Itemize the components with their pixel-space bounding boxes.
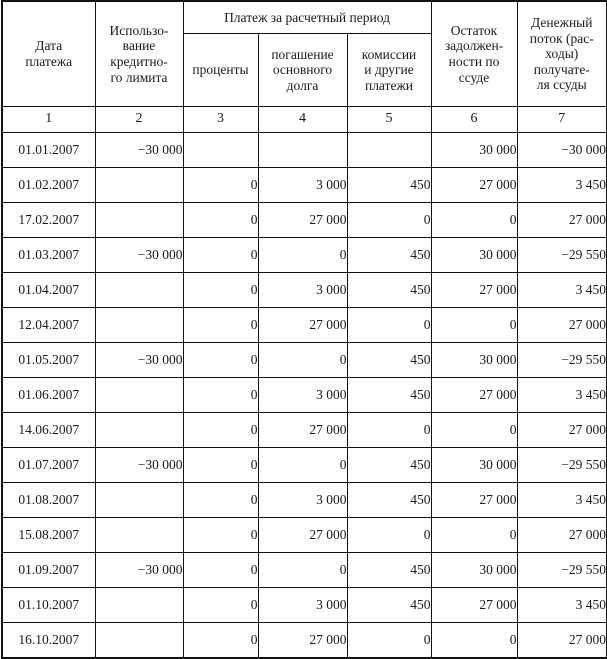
column-number: 3	[183, 107, 258, 133]
column-header-commissions: комиссии и другие платежи	[347, 34, 431, 107]
cell-cash-flow: −29 550	[517, 343, 607, 378]
cell-credit-limit-use	[95, 483, 183, 518]
cell-debt-balance: 0	[431, 413, 517, 448]
column-number: 7	[517, 107, 607, 133]
cell-payment-date: 01.03.2007	[2, 238, 95, 273]
cell-interest: 0	[183, 378, 258, 413]
column-numbering-row	[2, 107, 607, 133]
cell-principal: 3 000	[258, 378, 347, 413]
cell-cash-flow: 3 450	[517, 273, 607, 308]
cell-commissions: 0	[347, 623, 431, 659]
cell-credit-limit-use	[95, 273, 183, 308]
table-row	[2, 378, 607, 413]
table-row	[2, 483, 607, 518]
table-row	[2, 518, 607, 553]
cell-debt-balance: 30 000	[431, 448, 517, 483]
cell-cash-flow: 3 450	[517, 483, 607, 518]
cell-debt-balance: 0	[431, 623, 517, 659]
cell-credit-limit-use	[95, 623, 183, 659]
cell-commissions: 0	[347, 308, 431, 343]
cell-credit-limit-use	[95, 588, 183, 623]
cell-payment-date: 15.08.2007	[2, 518, 95, 553]
cell-cash-flow: −29 550	[517, 448, 607, 483]
cell-principal: 0	[258, 448, 347, 483]
cell-payment-date: 14.06.2007	[2, 413, 95, 448]
cell-cash-flow: −30 000	[517, 133, 607, 168]
table-row	[2, 238, 607, 273]
cell-cash-flow: −29 550	[517, 238, 607, 273]
table-row	[2, 168, 607, 203]
cell-commissions: 0	[347, 413, 431, 448]
cell-principal: 3 000	[258, 273, 347, 308]
header-row-primary	[2, 1, 607, 34]
table-header	[2, 1, 607, 133]
table-body	[2, 133, 607, 659]
column-number: 1	[2, 107, 95, 133]
cell-principal: 3 000	[258, 588, 347, 623]
table-row	[2, 308, 607, 343]
cell-debt-balance: 30 000	[431, 238, 517, 273]
cell-commissions: 450	[347, 483, 431, 518]
cell-principal: 0	[258, 343, 347, 378]
column-header-payment-date: Дата платежа	[2, 1, 95, 107]
cell-interest: 0	[183, 623, 258, 659]
cell-interest: 0	[183, 448, 258, 483]
cell-principal: 27 000	[258, 308, 347, 343]
cell-debt-balance: 30 000	[431, 343, 517, 378]
cell-interest: 0	[183, 588, 258, 623]
column-number: 6	[431, 107, 517, 133]
table-row	[2, 553, 607, 588]
cell-debt-balance: 0	[431, 203, 517, 238]
cell-debt-balance: 0	[431, 308, 517, 343]
cell-payment-date: 01.04.2007	[2, 273, 95, 308]
cell-principal: 27 000	[258, 623, 347, 659]
cell-payment-date: 01.10.2007	[2, 588, 95, 623]
cell-interest: 0	[183, 413, 258, 448]
cell-commissions: 450	[347, 553, 431, 588]
cell-cash-flow: 27 000	[517, 308, 607, 343]
table-row	[2, 273, 607, 308]
cell-payment-date: 01.05.2007	[2, 343, 95, 378]
cell-cash-flow: −29 550	[517, 553, 607, 588]
cell-commissions: 0	[347, 518, 431, 553]
column-header-principal: погашение основного долга	[258, 34, 347, 107]
column-number: 5	[347, 107, 431, 133]
cell-cash-flow: 3 450	[517, 168, 607, 203]
cell-interest: 0	[183, 273, 258, 308]
cell-principal: 3 000	[258, 168, 347, 203]
table-row	[2, 623, 607, 659]
cell-payment-date: 12.04.2007	[2, 308, 95, 343]
cell-debt-balance: 27 000	[431, 168, 517, 203]
cell-credit-limit-use: −30 000	[95, 238, 183, 273]
cell-credit-limit-use	[95, 203, 183, 238]
cell-debt-balance: 27 000	[431, 588, 517, 623]
column-header-credit-limit-use: Использо- вание кредитно- го лимита	[95, 1, 183, 107]
cell-principal: 27 000	[258, 413, 347, 448]
cell-interest: 0	[183, 203, 258, 238]
cell-cash-flow: 27 000	[517, 518, 607, 553]
cell-payment-date: 01.08.2007	[2, 483, 95, 518]
cell-interest: 0	[183, 308, 258, 343]
column-header-cash-flow: Денежный поток (рас- ходы) получате- ля ссуды	[517, 1, 607, 107]
cell-principal: 0	[258, 553, 347, 588]
cell-debt-balance: 27 000	[431, 378, 517, 413]
cell-credit-limit-use	[95, 518, 183, 553]
cell-commissions: 450	[347, 168, 431, 203]
cell-payment-date: 16.10.2007	[2, 623, 95, 659]
cell-cash-flow: 3 450	[517, 378, 607, 413]
cell-principal: 0	[258, 238, 347, 273]
cell-credit-limit-use: −30 000	[95, 448, 183, 483]
cell-cash-flow: 27 000	[517, 203, 607, 238]
cell-principal: 3 000	[258, 483, 347, 518]
table-row	[2, 133, 607, 168]
cell-commissions: 450	[347, 588, 431, 623]
cell-debt-balance: 30 000	[431, 553, 517, 588]
cell-debt-balance: 27 000	[431, 483, 517, 518]
cell-payment-date: 17.02.2007	[2, 203, 95, 238]
cell-commissions	[347, 133, 431, 168]
column-number: 2	[95, 107, 183, 133]
cell-principal: 27 000	[258, 518, 347, 553]
cell-interest: 0	[183, 343, 258, 378]
cell-commissions: 450	[347, 448, 431, 483]
cell-credit-limit-use	[95, 413, 183, 448]
cell-debt-balance: 27 000	[431, 273, 517, 308]
column-header-interest: проценты	[183, 34, 258, 107]
cell-payment-date: 01.07.2007	[2, 448, 95, 483]
cell-payment-date: 01.09.2007	[2, 553, 95, 588]
table-row	[2, 343, 607, 378]
cell-principal: 27 000	[258, 203, 347, 238]
column-number: 4	[258, 107, 347, 133]
cell-credit-limit-use: −30 000	[95, 553, 183, 588]
cell-credit-limit-use: −30 000	[95, 343, 183, 378]
cell-credit-limit-use	[95, 168, 183, 203]
cell-cash-flow: 3 450	[517, 588, 607, 623]
table-row	[2, 448, 607, 483]
column-group-header-payment-period: Платеж за расчетный период	[183, 1, 431, 34]
cell-commissions: 0	[347, 203, 431, 238]
cell-commissions: 450	[347, 378, 431, 413]
table-row	[2, 203, 607, 238]
column-header-debt-balance: Остаток задолжен- ности по ссуде	[431, 1, 517, 107]
cell-credit-limit-use: −30 000	[95, 133, 183, 168]
cell-payment-date: 01.01.2007	[2, 133, 95, 168]
cell-debt-balance: 30 000	[431, 133, 517, 168]
cell-interest: 0	[183, 238, 258, 273]
cell-principal	[258, 133, 347, 168]
credit-payment-schedule-table	[1, 0, 607, 659]
cell-credit-limit-use	[95, 378, 183, 413]
cell-payment-date: 01.02.2007	[2, 168, 95, 203]
table-row	[2, 588, 607, 623]
cell-credit-limit-use	[95, 308, 183, 343]
cell-cash-flow: 27 000	[517, 413, 607, 448]
cell-commissions: 450	[347, 238, 431, 273]
cell-interest: 0	[183, 168, 258, 203]
table-row	[2, 413, 607, 448]
cell-commissions: 450	[347, 343, 431, 378]
cell-interest: 0	[183, 483, 258, 518]
cell-interest	[183, 133, 258, 168]
cell-commissions: 450	[347, 273, 431, 308]
cell-debt-balance: 0	[431, 518, 517, 553]
cell-cash-flow: 27 000	[517, 623, 607, 659]
cell-payment-date: 01.06.2007	[2, 378, 95, 413]
cell-interest: 0	[183, 553, 258, 588]
cell-interest: 0	[183, 518, 258, 553]
